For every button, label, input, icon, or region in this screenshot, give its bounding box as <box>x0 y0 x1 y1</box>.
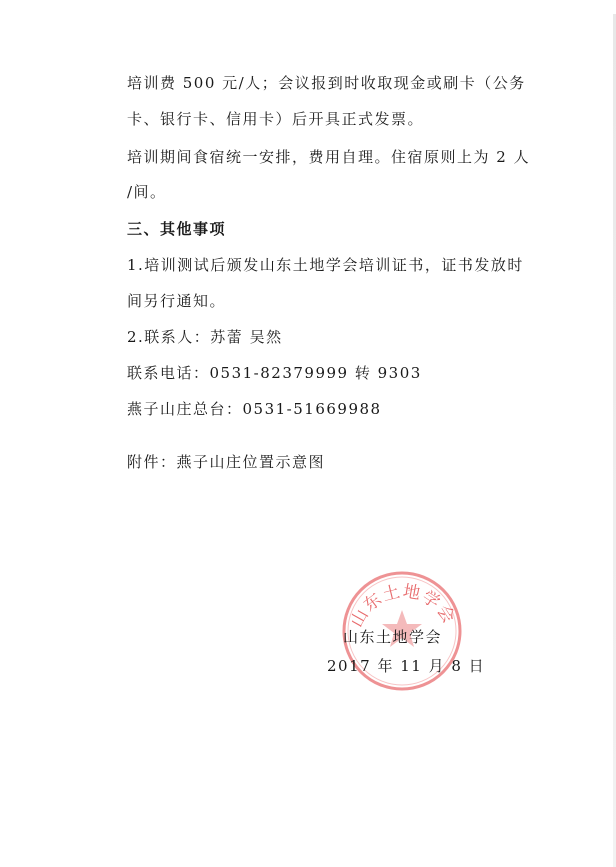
signature-org: 山东土地学会 <box>343 628 443 646</box>
contact-person: 2.联系人：苏蕾 吴然 <box>127 328 283 346</box>
fees-line-2: 卡、银行卡、信用卡）后开具正式发票。 <box>127 110 425 128</box>
fees-line-1: 培训费 500 元/人；会议报到时收取现金或刷卡（公务 <box>127 74 526 92</box>
hotel-phone: 燕子山庄总台：0531-51669988 <box>127 400 382 418</box>
contact-phone: 联系电话：0531-82379999 转 9303 <box>127 364 422 382</box>
item-1-line-1: 1.培训测试后颁发山东土地学会培训证书，证书发放时 <box>127 256 524 274</box>
section-3-heading: 三、其他事项 <box>127 220 227 238</box>
item-1-line-2: 间另行通知。 <box>127 292 227 310</box>
lodging-line-2: /间。 <box>127 183 167 201</box>
seal-text: 山东土地学会 <box>346 581 460 631</box>
attachment-note: 附件：燕子山庄位置示意图 <box>127 453 326 471</box>
signature-date: 2017 年 11 月 8 日 <box>327 657 486 675</box>
lodging-line-1: 培训期间食宿统一安排，费用自理。住宿原则上为 2 人 <box>127 148 531 166</box>
